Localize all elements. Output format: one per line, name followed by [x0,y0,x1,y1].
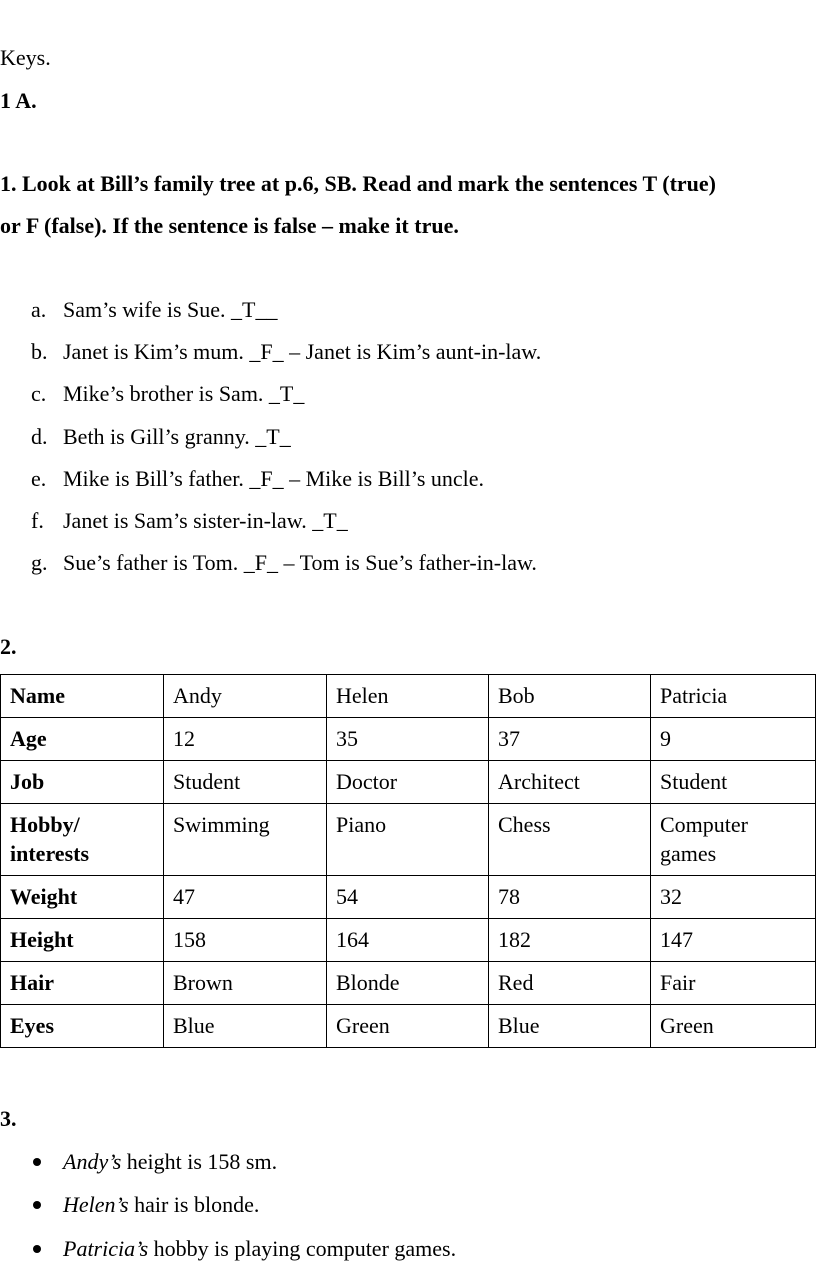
table-cell: 78 [489,876,651,919]
table-cell: 54 [327,876,489,919]
bullet-text [63,1192,259,1218]
bullet-text [63,1236,456,1262]
item-text: Sue’s father is Tom. _F_ – Tom is Sue’s father-in-law. [63,550,537,575]
bullet-text [63,1149,277,1175]
item-text: Mike is Bill’s father. _F_ – Mike is Bill’s uncle. [63,466,485,491]
bullet-rest: hair is blonde. [128,1192,260,1217]
table-cell: Patricia [651,675,816,718]
row-header: Age [1,718,164,761]
task3-label: 3. [0,1106,17,1131]
table-cell: Doctor [327,761,489,804]
table-cell: Blonde [327,962,489,1005]
table-row [1,675,816,718]
table-cell: 158 [164,919,327,962]
table-cell: Computer games [651,804,816,876]
table-row [1,876,816,919]
table-cell: 147 [651,919,816,962]
bullet-icon [33,1158,41,1166]
bullet-name: Helen’s [63,1192,129,1217]
table-cell: Chess [489,804,651,876]
table-cell: Bob [489,675,651,718]
bullet-icon [33,1245,41,1253]
bullet-icon [33,1201,41,1209]
table-row [1,761,816,804]
item-text: Janet is Sam’s sister-in-law. _T_ [63,508,348,533]
table-cell: 32 [651,876,816,919]
row-header: Eyes [1,1005,164,1048]
item-text: Janet is Kim’s mum. _F_ – Janet is Kim’s aunt-in-law. [63,339,542,364]
list-item [0,1149,816,1175]
list-item [0,381,816,407]
list-item [0,1236,816,1262]
table-cell: Red [489,962,651,1005]
item-letter: e. [31,466,47,491]
table-cell: 35 [327,718,489,761]
row-header: Height [1,919,164,962]
table-cell: 12 [164,718,327,761]
row-header: Job [1,761,164,804]
table-cell: Helen [327,675,489,718]
table-cell: 9 [651,718,816,761]
bullet-rest: height is 158 sm. [121,1149,278,1174]
table-cell: Andy [164,675,327,718]
person-info-table [0,674,816,1048]
table-cell: Brown [164,962,327,1005]
section-1a-label: 1 A. [0,88,37,113]
row-header: Hobby/ interests [1,804,164,876]
table-row [1,1005,816,1048]
table-cell: 164 [327,919,489,962]
task2-label: 2. [0,634,17,659]
row-header: Name [1,675,164,718]
list-item [0,339,816,365]
bullet-name: Andy’s [63,1149,122,1174]
item-letter: b. [31,339,48,364]
list-item [0,297,816,323]
list-item [0,424,816,450]
table-row [1,919,816,962]
bullet-name: Patricia’s [63,1236,149,1261]
item-text: Beth is Gill’s granny. _T_ [63,424,291,449]
item-letter: g. [31,550,48,575]
table-cell: Student [651,761,816,804]
table-cell: 47 [164,876,327,919]
table-cell: 182 [489,919,651,962]
row-header: Hair [1,962,164,1005]
item-letter: f. [31,508,44,533]
table-cell: Green [651,1005,816,1048]
item-letter: c. [31,381,47,406]
item-text: Mike’s brother is Sam. _T_ [63,381,305,406]
row-header: Weight [1,876,164,919]
task1-instruction-line2: or F (false). If the sentence is false – make it true. [0,213,459,238]
item-letter: a. [31,297,47,322]
table-cell: Student [164,761,327,804]
item-letter: d. [31,424,48,449]
list-item [0,508,816,534]
list-item [0,1192,816,1218]
table-cell: Piano [327,804,489,876]
table-row [1,962,816,1005]
table-cell: 37 [489,718,651,761]
table-cell: Fair [651,962,816,1005]
table-cell: Blue [164,1005,327,1048]
list-item [0,466,816,492]
item-text: Sam’s wife is Sue. _T__ [63,297,278,322]
table-cell: Green [327,1005,489,1048]
table-cell: Architect [489,761,651,804]
table-row [1,804,816,876]
list-item [0,550,816,576]
bullet-rest: hobby is playing computer games. [148,1236,457,1261]
table-cell: Swimming [164,804,327,876]
task1-instruction-line1: 1. Look at Bill’s family tree at p.6, SB. Read and mark the sentences T (true) [0,171,716,196]
table-row [1,718,816,761]
table-cell: Blue [489,1005,651,1048]
keys-heading: Keys. [0,45,51,70]
